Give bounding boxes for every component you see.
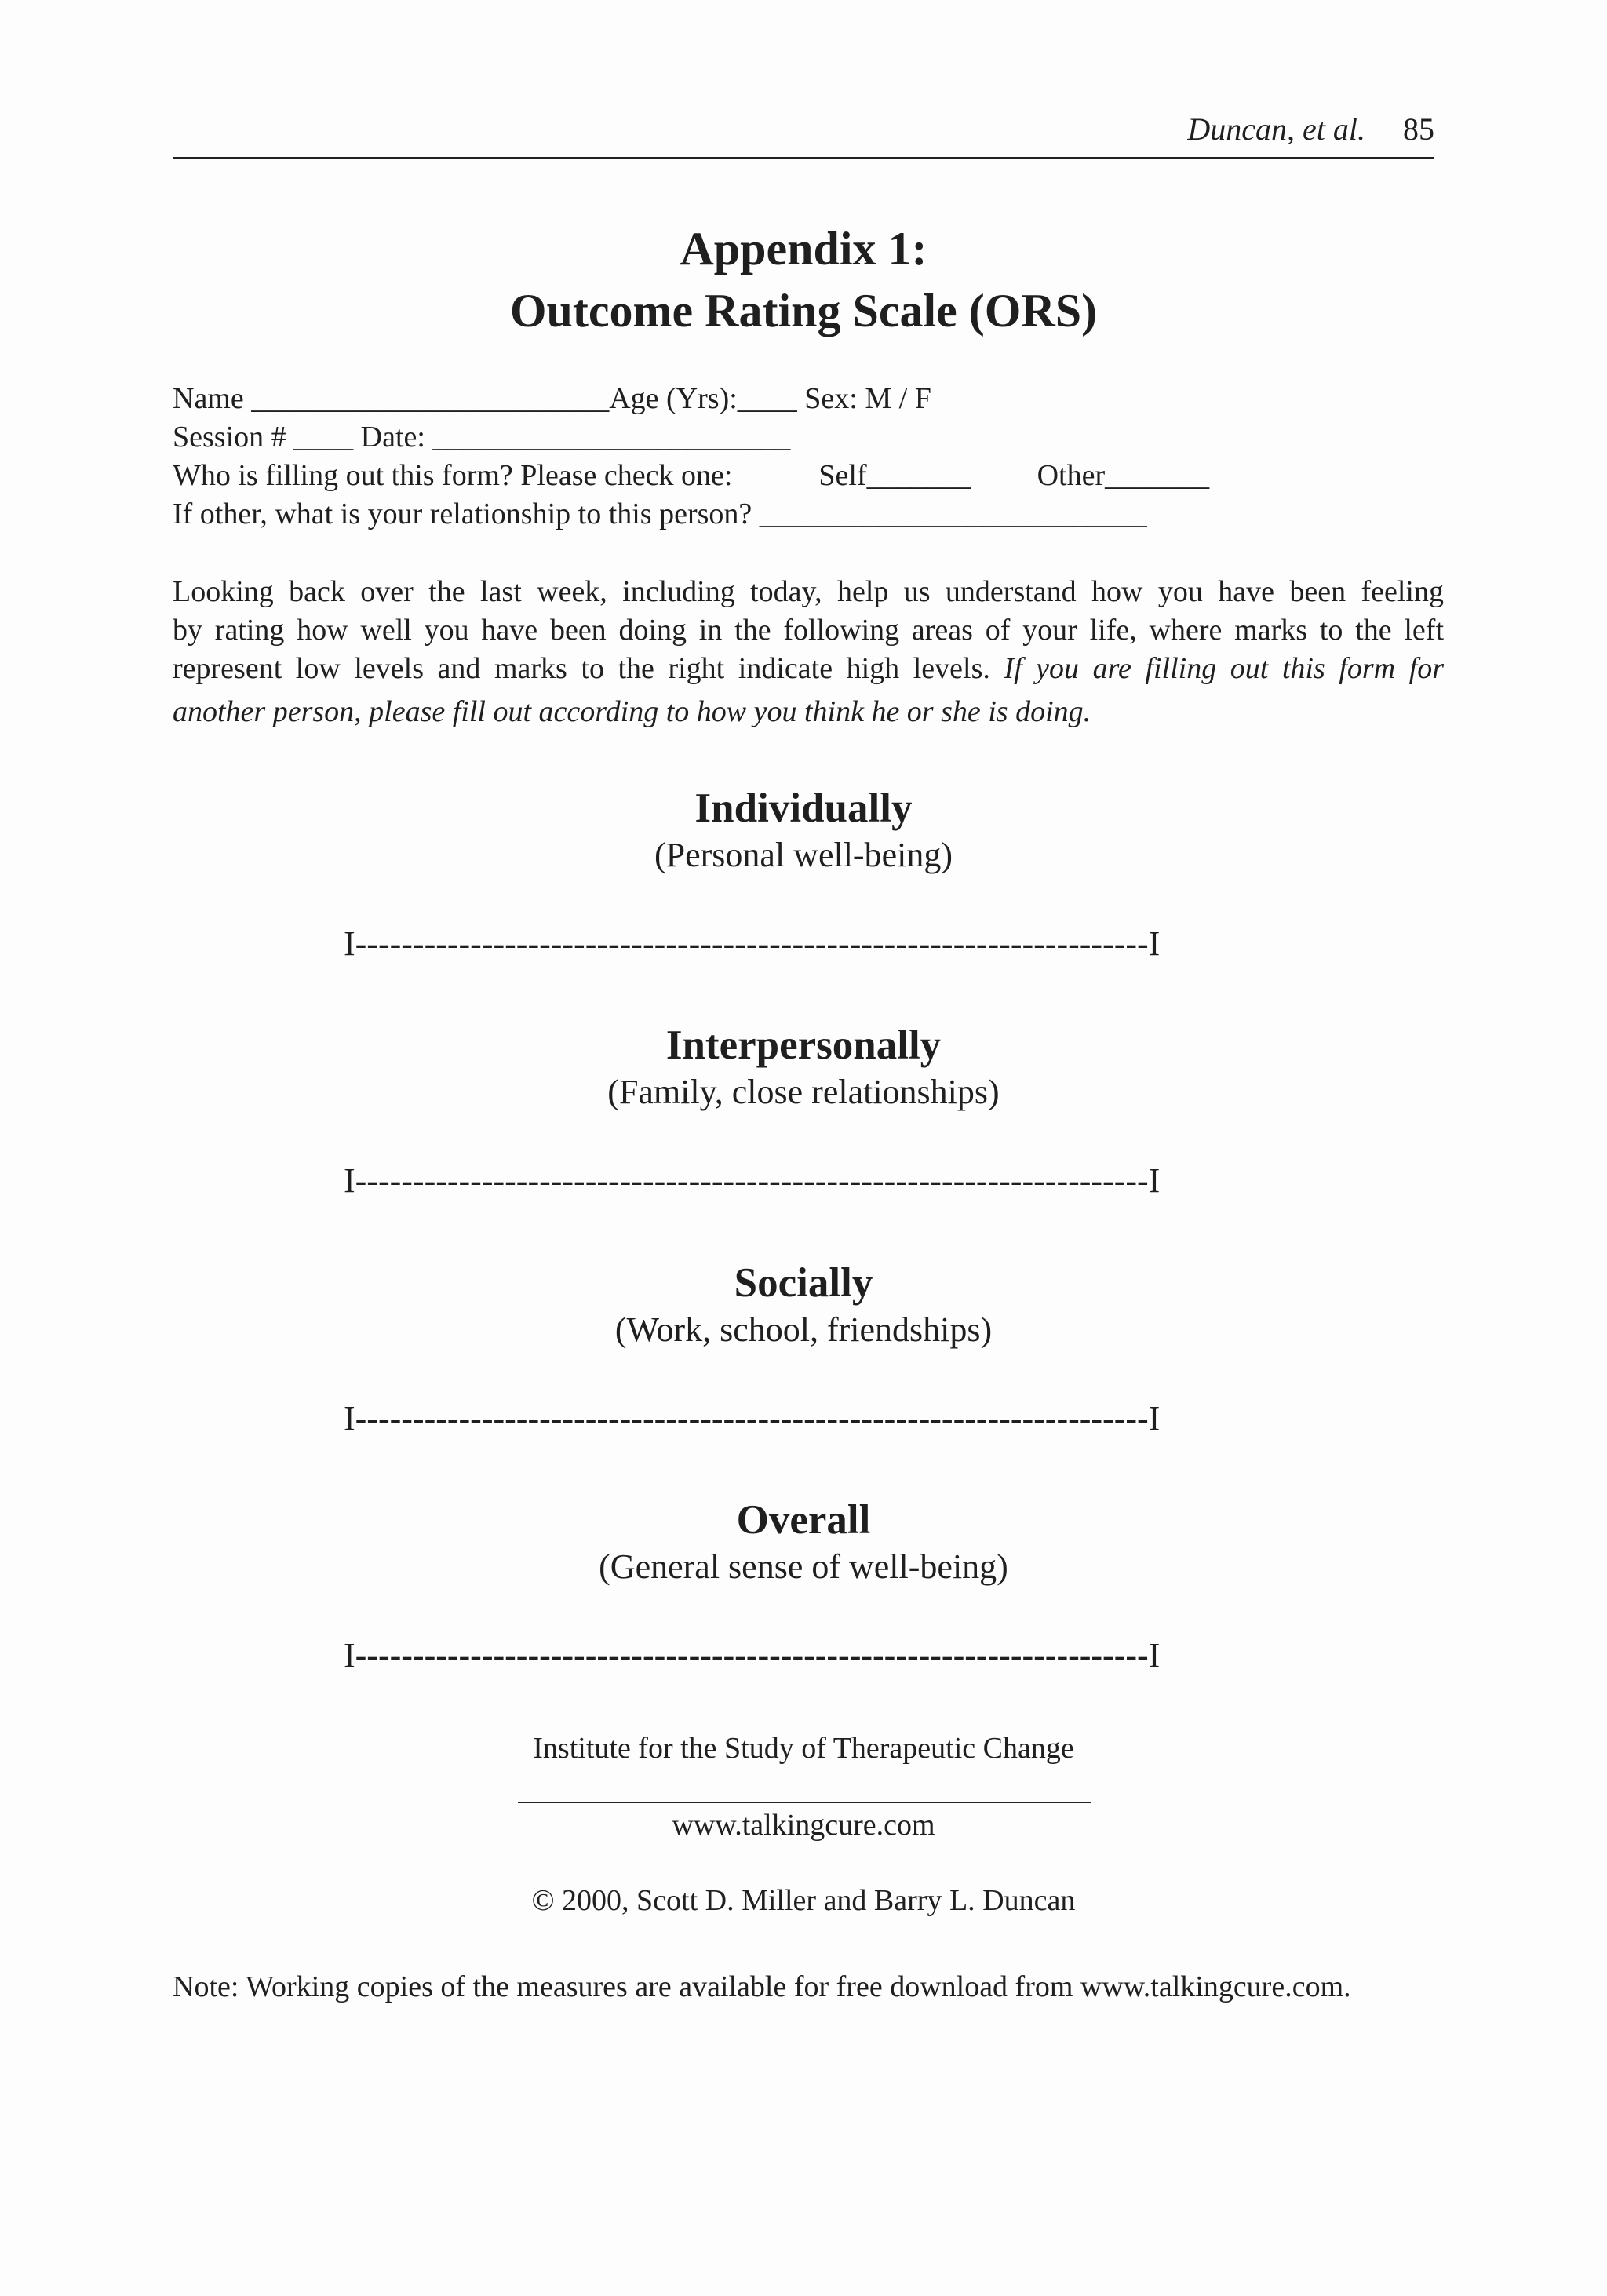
- download-note: Note: Working copies of the measures are available for free download from www.talkingcure.com.: [173, 1970, 1351, 2003]
- instructions-line-4-italic-a: another person: [173, 695, 355, 728]
- scale-overall: [173, 1495, 1434, 1675]
- instructions-line-4-italic-b: please fill out according to how you think he or she is doing.: [369, 695, 1091, 728]
- title-line-2: Outcome Rating Scale (ORS): [509, 285, 1098, 337]
- instructions-line-3-text: represent low levels and marks to the right indicate high levels.: [173, 652, 1004, 685]
- footer-rule: [518, 1802, 1091, 1803]
- scale-title: Individually: [694, 785, 913, 831]
- rating-line[interactable]: I---------------------------------------------------------------------I: [344, 924, 1161, 963]
- self-checkbox-field[interactable]: Self_______: [818, 459, 971, 492]
- scale-interpersonally: [173, 1020, 1434, 1200]
- instructions-line-1: Looking back over the last week, including today, help us understand how you have been feeling: [173, 575, 1444, 608]
- institute-name: Institute for the Study of Therapeutic Change: [533, 1732, 1074, 1765]
- scale-title: Socially: [734, 1260, 873, 1306]
- running-head: [173, 108, 1434, 151]
- who-filling-line: [173, 457, 1209, 495]
- instructions-line-4: [173, 693, 1444, 731]
- instructions-line-3: [173, 650, 1444, 688]
- rating-line[interactable]: I---------------------------------------------------------------------I: [344, 1399, 1161, 1438]
- name-age-sex-line[interactable]: Name ________________________Age (Yrs):____ Sex: M / F: [173, 382, 931, 415]
- scale-subtitle: (Work, school, friendships): [614, 1310, 993, 1349]
- other-checkbox-field[interactable]: Other_______: [1037, 459, 1210, 492]
- rating-line[interactable]: I---------------------------------------------------------------------I: [344, 1636, 1161, 1675]
- scale-subtitle: (General sense of well-being): [599, 1547, 1008, 1586]
- website-text: www.talkingcure.com: [672, 1809, 935, 1842]
- instructions-line-3-italic: If you are filling out this form for: [1004, 652, 1444, 685]
- header-rule: [173, 157, 1434, 159]
- instructions-paragraph: [173, 573, 1444, 731]
- title-line-1: Appendix 1:: [680, 223, 927, 275]
- page-title: [173, 218, 1434, 342]
- scale-socially: [173, 1258, 1434, 1438]
- scale-subtitle: (Personal well-being): [654, 836, 953, 874]
- rating-line[interactable]: I---------------------------------------------------------------------I: [344, 1161, 1161, 1200]
- page-number: 85: [1403, 111, 1434, 147]
- running-head-author: Duncan, et al.: [1187, 111, 1365, 147]
- copyright-text: © 2000, Scott D. Miller and Barry L. Duncan: [531, 1884, 1076, 1917]
- scale-title: Overall: [736, 1497, 871, 1543]
- relationship-line[interactable]: If other, what is your relationship to this person? __________________________: [173, 497, 1147, 530]
- scale-individually: [173, 783, 1434, 963]
- session-date-line[interactable]: Session # ____ Date: ________________________: [173, 421, 791, 454]
- scale-subtitle: (Family, close relationships): [607, 1073, 1000, 1111]
- form-fields: [173, 380, 1209, 534]
- who-filling-question: Who is filling out this form? Please check one:: [173, 459, 733, 492]
- instructions-line-4-comma: ,: [354, 695, 370, 728]
- scale-title: Interpersonally: [665, 1022, 942, 1068]
- instructions-line-2: by rating how well you have been doing in the following areas of your life, where marks to the left: [173, 614, 1444, 647]
